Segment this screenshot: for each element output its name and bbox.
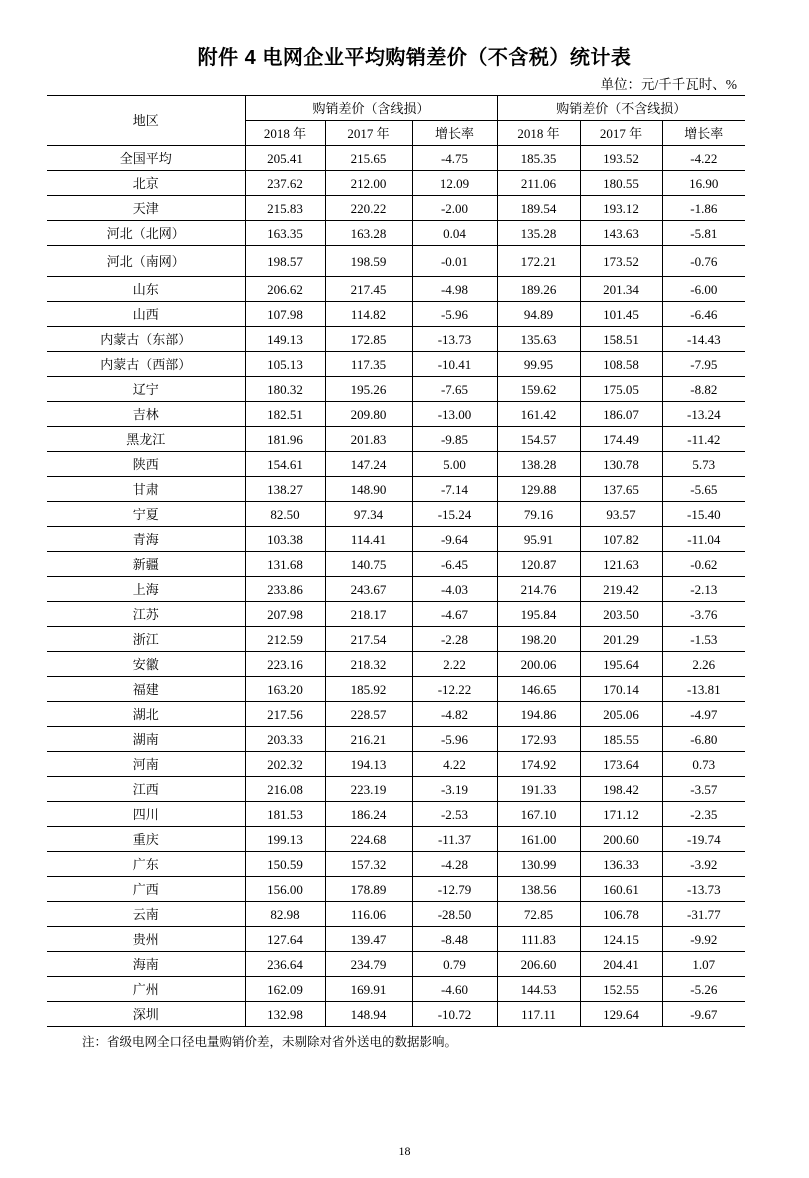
cell-incl-growth: -0.01 (412, 246, 497, 277)
cell-incl-2018: 181.53 (245, 802, 325, 827)
cell-incl-growth: -2.00 (412, 196, 497, 221)
cell-incl-2018: 212.59 (245, 627, 325, 652)
cell-excl-growth: -6.46 (662, 302, 745, 327)
cell-region: 海南 (47, 952, 245, 977)
cell-incl-growth: -4.75 (412, 146, 497, 171)
cell-incl-growth: -13.73 (412, 327, 497, 352)
cell-excl-2018: 99.95 (497, 352, 580, 377)
cell-incl-2018: 203.33 (245, 727, 325, 752)
cell-incl-2018: 199.13 (245, 827, 325, 852)
page-title: 附件 4 电网企业平均购销差价（不含税）统计表 (197, 47, 632, 69)
cell-incl-2018: 138.27 (245, 477, 325, 502)
cell-excl-2018: 129.88 (497, 477, 580, 502)
header-group-incl-loss: 购销差价（含线损） (245, 96, 497, 121)
cell-incl-2017: 116.06 (325, 902, 412, 927)
cell-excl-2018: 135.28 (497, 221, 580, 246)
cell-incl-growth: -10.72 (412, 1002, 497, 1027)
cell-region: 江苏 (47, 602, 245, 627)
cell-excl-2017: 193.52 (580, 146, 662, 171)
cell-excl-growth: -31.77 (662, 902, 745, 927)
cell-excl-2017: 200.60 (580, 827, 662, 852)
cell-incl-2017: 218.32 (325, 652, 412, 677)
cell-excl-2018: 172.21 (497, 246, 580, 277)
cell-incl-growth: -6.45 (412, 552, 497, 577)
cell-incl-growth: -5.96 (412, 302, 497, 327)
cell-excl-growth: -11.42 (662, 427, 745, 452)
cell-excl-2018: 161.42 (497, 402, 580, 427)
cell-incl-2018: 233.86 (245, 577, 325, 602)
cell-excl-growth: -9.92 (662, 927, 745, 952)
cell-incl-growth: 5.00 (412, 452, 497, 477)
cell-region: 新疆 (47, 552, 245, 577)
cell-excl-2018: 167.10 (497, 802, 580, 827)
cell-incl-2017: 195.26 (325, 377, 412, 402)
table-row (47, 677, 745, 702)
cell-excl-2018: 154.57 (497, 427, 580, 452)
cell-incl-2017: 209.80 (325, 402, 412, 427)
cell-incl-2017: 201.83 (325, 427, 412, 452)
cell-incl-2018: 132.98 (245, 1002, 325, 1027)
cell-excl-growth: -5.81 (662, 221, 745, 246)
cell-excl-2017: 186.07 (580, 402, 662, 427)
cell-incl-2017: 218.17 (325, 602, 412, 627)
cell-region: 吉林 (47, 402, 245, 427)
cell-excl-2017: 219.42 (580, 577, 662, 602)
cell-excl-2018: 185.35 (497, 146, 580, 171)
table-row (47, 502, 745, 527)
cell-incl-2017: 157.32 (325, 852, 412, 877)
table-row (47, 427, 745, 452)
cell-region: 内蒙古（东部） (47, 327, 245, 352)
table-row (47, 1002, 745, 1027)
cell-excl-2017: 198.42 (580, 777, 662, 802)
cell-incl-2018: 149.13 (245, 327, 325, 352)
cell-excl-2017: 170.14 (580, 677, 662, 702)
table-row (47, 927, 745, 952)
cell-excl-growth: -0.62 (662, 552, 745, 577)
cell-excl-2017: 180.55 (580, 171, 662, 196)
cell-excl-growth: -1.53 (662, 627, 745, 652)
cell-region: 河北（北网） (47, 221, 245, 246)
cell-incl-2018: 103.38 (245, 527, 325, 552)
cell-excl-2017: 175.05 (580, 377, 662, 402)
cell-excl-2017: 106.78 (580, 902, 662, 927)
cell-incl-2018: 131.68 (245, 552, 325, 577)
cell-incl-growth: -7.14 (412, 477, 497, 502)
cell-excl-2018: 161.00 (497, 827, 580, 852)
cell-incl-2018: 182.51 (245, 402, 325, 427)
table-row (47, 477, 745, 502)
cell-excl-growth: -5.65 (662, 477, 745, 502)
cell-region: 河南 (47, 752, 245, 777)
cell-incl-2017: 169.91 (325, 977, 412, 1002)
table-row (47, 402, 745, 427)
cell-excl-growth: -6.00 (662, 277, 745, 302)
table-row (47, 302, 745, 327)
cell-incl-2017: 228.57 (325, 702, 412, 727)
cell-excl-2018: 130.99 (497, 852, 580, 877)
cell-region: 湖南 (47, 727, 245, 752)
table-header (47, 96, 745, 146)
cell-excl-2018: 211.06 (497, 171, 580, 196)
cell-excl-2017: 152.55 (580, 977, 662, 1002)
cell-region: 全国平均 (47, 146, 245, 171)
cell-excl-2017: 205.06 (580, 702, 662, 727)
table-row (47, 902, 745, 927)
cell-region: 广东 (47, 852, 245, 877)
statistics-table (47, 95, 745, 1027)
cell-excl-growth: -13.73 (662, 877, 745, 902)
cell-excl-2017: 121.63 (580, 552, 662, 577)
cell-excl-2018: 95.91 (497, 527, 580, 552)
cell-excl-2018: 159.62 (497, 377, 580, 402)
cell-incl-growth: -4.60 (412, 977, 497, 1002)
cell-excl-growth: 2.26 (662, 652, 745, 677)
table-row (47, 652, 745, 677)
cell-excl-growth: 1.07 (662, 952, 745, 977)
cell-excl-2018: 135.63 (497, 327, 580, 352)
cell-incl-2018: 154.61 (245, 452, 325, 477)
cell-excl-growth: -11.04 (662, 527, 745, 552)
header-incl-2017: 2017 年 (325, 121, 412, 146)
footnote: 注：省级电网全口径电量购销价差，未剔除对省外送电的数据影响。 (82, 1035, 458, 1049)
cell-incl-2017: 234.79 (325, 952, 412, 977)
cell-incl-2017: 139.47 (325, 927, 412, 952)
cell-incl-growth: -8.48 (412, 927, 497, 952)
cell-excl-growth: -3.76 (662, 602, 745, 627)
cell-excl-2018: 206.60 (497, 952, 580, 977)
cell-excl-growth: -0.76 (662, 246, 745, 277)
table-row (47, 171, 745, 196)
cell-incl-2018: 223.16 (245, 652, 325, 677)
cell-excl-2018: 172.93 (497, 727, 580, 752)
cell-incl-growth: -10.41 (412, 352, 497, 377)
cell-excl-2017: 160.61 (580, 877, 662, 902)
cell-incl-growth: -2.53 (412, 802, 497, 827)
cell-incl-2017: 148.90 (325, 477, 412, 502)
cell-excl-2017: 158.51 (580, 327, 662, 352)
cell-incl-2017: 178.89 (325, 877, 412, 902)
cell-region: 甘肃 (47, 477, 245, 502)
table-row (47, 552, 745, 577)
table-row (47, 377, 745, 402)
header-excl-2017: 2017 年 (580, 121, 662, 146)
cell-excl-2017: 173.64 (580, 752, 662, 777)
cell-region: 浙江 (47, 627, 245, 652)
cell-excl-growth: -9.67 (662, 1002, 745, 1027)
cell-incl-2017: 114.82 (325, 302, 412, 327)
cell-incl-2017: 220.22 (325, 196, 412, 221)
header-excl-growth: 增长率 (662, 121, 745, 146)
cell-excl-2017: 195.64 (580, 652, 662, 677)
cell-incl-2017: 186.24 (325, 802, 412, 827)
cell-excl-2017: 185.55 (580, 727, 662, 752)
cell-incl-2018: 236.64 (245, 952, 325, 977)
table-row (47, 602, 745, 627)
cell-incl-2017: 117.35 (325, 352, 412, 377)
cell-incl-2018: 162.09 (245, 977, 325, 1002)
cell-incl-growth: -4.03 (412, 577, 497, 602)
cell-incl-2017: 223.19 (325, 777, 412, 802)
cell-incl-2018: 150.59 (245, 852, 325, 877)
table-row (47, 952, 745, 977)
table-row (47, 727, 745, 752)
header-incl-2018: 2018 年 (245, 121, 325, 146)
table-row (47, 452, 745, 477)
cell-incl-2017: 163.28 (325, 221, 412, 246)
cell-incl-2017: 217.54 (325, 627, 412, 652)
cell-excl-2018: 144.53 (497, 977, 580, 1002)
cell-incl-growth: -11.37 (412, 827, 497, 852)
cell-incl-2018: 181.96 (245, 427, 325, 452)
cell-excl-growth: -6.80 (662, 727, 745, 752)
cell-region: 山西 (47, 302, 245, 327)
cell-incl-growth: -4.28 (412, 852, 497, 877)
cell-excl-2017: 93.57 (580, 502, 662, 527)
cell-excl-2017: 174.49 (580, 427, 662, 452)
cell-excl-2017: 203.50 (580, 602, 662, 627)
table-row (47, 752, 745, 777)
cell-incl-growth: 2.22 (412, 652, 497, 677)
cell-region: 江西 (47, 777, 245, 802)
cell-incl-2018: 207.98 (245, 602, 325, 627)
cell-excl-2018: 174.92 (497, 752, 580, 777)
cell-excl-2018: 138.56 (497, 877, 580, 902)
cell-incl-growth: -3.19 (412, 777, 497, 802)
cell-excl-growth: -15.40 (662, 502, 745, 527)
table-row (47, 877, 745, 902)
cell-incl-2018: 163.35 (245, 221, 325, 246)
cell-incl-2018: 156.00 (245, 877, 325, 902)
cell-region: 湖北 (47, 702, 245, 727)
cell-region: 云南 (47, 902, 245, 927)
cell-incl-2017: 215.65 (325, 146, 412, 171)
header-region: 地区 (47, 96, 245, 146)
cell-incl-2018: 82.50 (245, 502, 325, 527)
cell-incl-growth: -5.96 (412, 727, 497, 752)
cell-excl-2017: 107.82 (580, 527, 662, 552)
cell-excl-2018: 79.16 (497, 502, 580, 527)
cell-excl-growth: -13.81 (662, 677, 745, 702)
unit-label: 单位：元/千千瓦时、% (600, 77, 737, 92)
cell-region: 四川 (47, 802, 245, 827)
cell-excl-2018: 189.26 (497, 277, 580, 302)
cell-excl-growth: -1.86 (662, 196, 745, 221)
cell-region: 深圳 (47, 1002, 245, 1027)
header-group-excl-loss: 购销差价（不含线损） (497, 96, 745, 121)
cell-incl-growth: -4.67 (412, 602, 497, 627)
cell-incl-2018: 217.56 (245, 702, 325, 727)
cell-incl-growth: 12.09 (412, 171, 497, 196)
cell-excl-growth: -4.22 (662, 146, 745, 171)
cell-region: 内蒙古（西部） (47, 352, 245, 377)
cell-excl-2018: 191.33 (497, 777, 580, 802)
cell-excl-growth: -8.82 (662, 377, 745, 402)
table-row (47, 702, 745, 727)
cell-incl-2018: 82.98 (245, 902, 325, 927)
table-row (47, 627, 745, 652)
cell-excl-2017: 193.12 (580, 196, 662, 221)
cell-region: 重庆 (47, 827, 245, 852)
cell-incl-2018: 163.20 (245, 677, 325, 702)
cell-excl-2017: 201.34 (580, 277, 662, 302)
cell-incl-growth: -4.98 (412, 277, 497, 302)
cell-excl-2018: 214.76 (497, 577, 580, 602)
cell-excl-growth: -13.24 (662, 402, 745, 427)
table-row (47, 196, 745, 221)
cell-excl-growth: 0.73 (662, 752, 745, 777)
cell-incl-growth: -15.24 (412, 502, 497, 527)
cell-excl-2018: 138.28 (497, 452, 580, 477)
cell-excl-2017: 101.45 (580, 302, 662, 327)
cell-incl-2018: 107.98 (245, 302, 325, 327)
table-row (47, 977, 745, 1002)
cell-excl-2017: 130.78 (580, 452, 662, 477)
cell-region: 陕西 (47, 452, 245, 477)
table-row (47, 852, 745, 877)
cell-region: 福建 (47, 677, 245, 702)
cell-excl-2017: 137.65 (580, 477, 662, 502)
cell-region: 广州 (47, 977, 245, 1002)
cell-region: 河北（南网） (47, 246, 245, 277)
cell-excl-2018: 200.06 (497, 652, 580, 677)
cell-region: 山东 (47, 277, 245, 302)
cell-excl-2018: 72.85 (497, 902, 580, 927)
cell-incl-2018: 215.83 (245, 196, 325, 221)
table-row (47, 221, 745, 246)
cell-excl-2018: 120.87 (497, 552, 580, 577)
cell-excl-2018: 111.83 (497, 927, 580, 952)
cell-incl-2018: 206.62 (245, 277, 325, 302)
cell-excl-growth: -3.57 (662, 777, 745, 802)
cell-region: 宁夏 (47, 502, 245, 527)
cell-excl-growth: -2.13 (662, 577, 745, 602)
cell-incl-2018: 180.32 (245, 377, 325, 402)
cell-excl-2018: 189.54 (497, 196, 580, 221)
cell-excl-2018: 146.65 (497, 677, 580, 702)
cell-excl-growth: -19.74 (662, 827, 745, 852)
cell-excl-growth: -5.26 (662, 977, 745, 1002)
cell-excl-growth: -14.43 (662, 327, 745, 352)
cell-incl-2017: 114.41 (325, 527, 412, 552)
header-incl-growth: 增长率 (412, 121, 497, 146)
cell-excl-2017: 143.63 (580, 221, 662, 246)
table-body (47, 146, 745, 1027)
cell-region: 安徽 (47, 652, 245, 677)
cell-incl-2017: 148.94 (325, 1002, 412, 1027)
cell-incl-growth: -12.79 (412, 877, 497, 902)
table-row (47, 827, 745, 852)
cell-excl-2017: 129.64 (580, 1002, 662, 1027)
cell-incl-2017: 194.13 (325, 752, 412, 777)
cell-incl-2018: 198.57 (245, 246, 325, 277)
table-row (47, 527, 745, 552)
cell-excl-2018: 117.11 (497, 1002, 580, 1027)
cell-excl-2018: 198.20 (497, 627, 580, 652)
cell-region: 北京 (47, 171, 245, 196)
cell-incl-growth: 4.22 (412, 752, 497, 777)
cell-incl-2017: 243.67 (325, 577, 412, 602)
table-row (47, 802, 745, 827)
cell-incl-growth: 0.79 (412, 952, 497, 977)
cell-incl-2017: 147.24 (325, 452, 412, 477)
cell-excl-2018: 94.89 (497, 302, 580, 327)
cell-incl-growth: -13.00 (412, 402, 497, 427)
table-row (47, 246, 745, 277)
cell-incl-2018: 216.08 (245, 777, 325, 802)
cell-excl-2017: 108.58 (580, 352, 662, 377)
page-number: 18 (398, 1144, 411, 1158)
table-row (47, 777, 745, 802)
cell-excl-2018: 194.86 (497, 702, 580, 727)
cell-incl-2018: 202.32 (245, 752, 325, 777)
cell-excl-growth: -4.97 (662, 702, 745, 727)
cell-incl-growth: -9.64 (412, 527, 497, 552)
cell-incl-2017: 216.21 (325, 727, 412, 752)
cell-excl-2017: 171.12 (580, 802, 662, 827)
cell-excl-growth: -2.35 (662, 802, 745, 827)
cell-excl-2017: 204.41 (580, 952, 662, 977)
cell-incl-2018: 205.41 (245, 146, 325, 171)
cell-region: 辽宁 (47, 377, 245, 402)
cell-incl-2018: 127.64 (245, 927, 325, 952)
cell-incl-growth: -4.82 (412, 702, 497, 727)
cell-excl-growth: -3.92 (662, 852, 745, 877)
cell-excl-2017: 136.33 (580, 852, 662, 877)
cell-excl-2017: 124.15 (580, 927, 662, 952)
cell-region: 广西 (47, 877, 245, 902)
cell-incl-growth: -2.28 (412, 627, 497, 652)
table-row (47, 277, 745, 302)
cell-incl-2017: 224.68 (325, 827, 412, 852)
cell-region: 贵州 (47, 927, 245, 952)
cell-incl-growth: -9.85 (412, 427, 497, 452)
cell-excl-2017: 201.29 (580, 627, 662, 652)
cell-excl-growth: 5.73 (662, 452, 745, 477)
table-row (47, 352, 745, 377)
cell-incl-2017: 97.34 (325, 502, 412, 527)
cell-excl-growth: 16.90 (662, 171, 745, 196)
cell-incl-2017: 217.45 (325, 277, 412, 302)
cell-incl-2017: 198.59 (325, 246, 412, 277)
cell-incl-growth: -12.22 (412, 677, 497, 702)
cell-incl-growth: -7.65 (412, 377, 497, 402)
cell-incl-2017: 172.85 (325, 327, 412, 352)
cell-region: 上海 (47, 577, 245, 602)
cell-excl-growth: -7.95 (662, 352, 745, 377)
cell-incl-2017: 185.92 (325, 677, 412, 702)
header-row-groups (47, 96, 745, 121)
header-excl-2018: 2018 年 (497, 121, 580, 146)
cell-region: 天津 (47, 196, 245, 221)
table-row (47, 146, 745, 171)
cell-incl-growth: 0.04 (412, 221, 497, 246)
cell-incl-2018: 237.62 (245, 171, 325, 196)
cell-region: 黑龙江 (47, 427, 245, 452)
cell-incl-growth: -28.50 (412, 902, 497, 927)
table-row (47, 577, 745, 602)
cell-excl-2018: 195.84 (497, 602, 580, 627)
cell-incl-2018: 105.13 (245, 352, 325, 377)
cell-incl-2017: 212.00 (325, 171, 412, 196)
cell-region: 青海 (47, 527, 245, 552)
table-row (47, 327, 745, 352)
cell-incl-2017: 140.75 (325, 552, 412, 577)
cell-excl-2017: 173.52 (580, 246, 662, 277)
